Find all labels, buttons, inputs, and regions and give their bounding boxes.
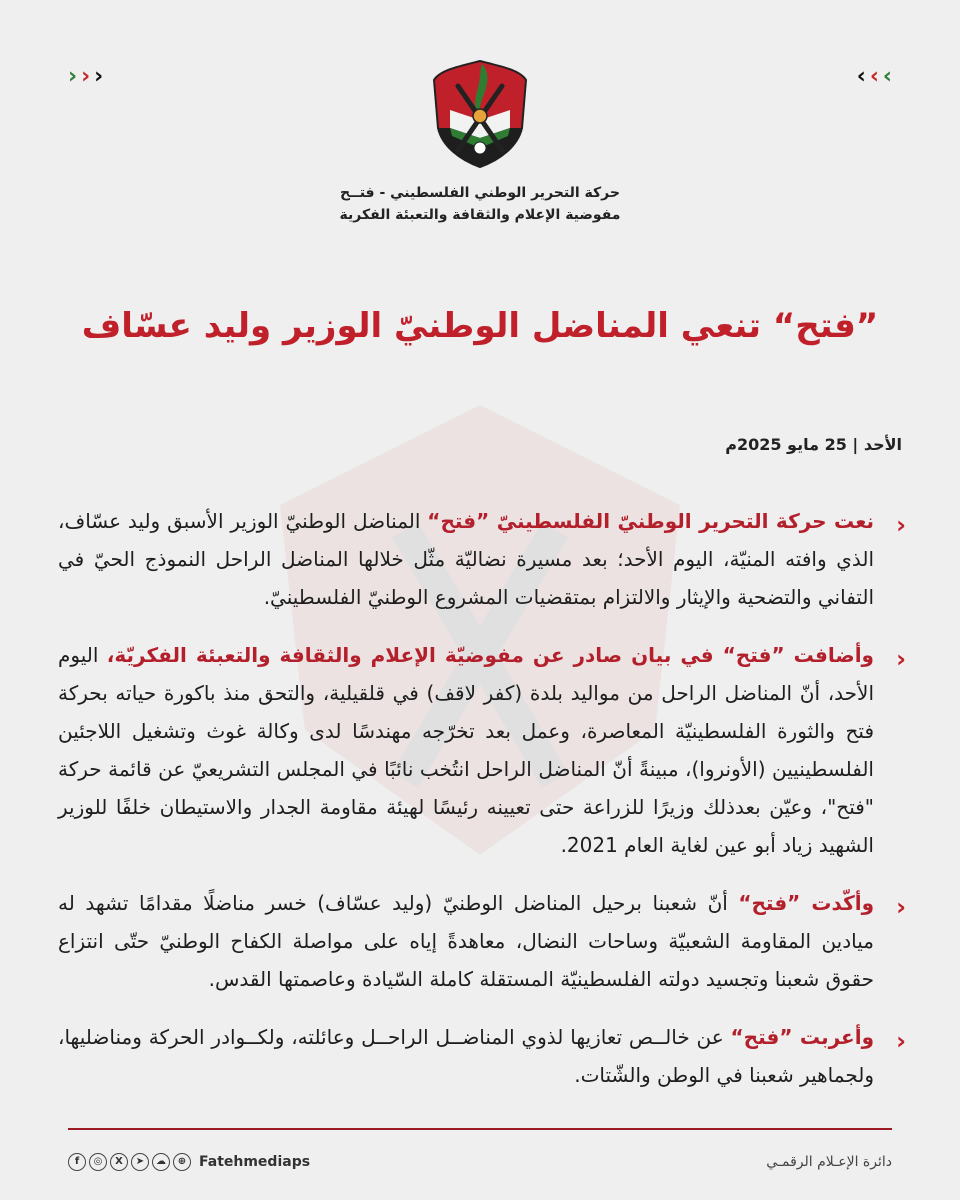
paragraph-text: أنّ شعبنا برحيل المناضل الوطنيّ (وليد عسّاف) خسر مناضلًا مقدامًا تشهد له ميادين المقاومة الشعبيّة وساحات النضال، معاهدةً إياه على مواصلة الكفاح الوطنيّ حتّى انتزاع حقوق شعبنا وتجسيد دولته الفلسطينيّة المستقلة كاملة السّيادة وعاصمتها القدس. xyxy=(58,891,874,991)
paragraph xyxy=(58,636,906,864)
page-title: ”فتح“ تنعي المناضل الوطنيّ الوزير وليد عسّاف xyxy=(81,306,879,346)
org-line-2: مفوضية الإعلام والثقافة والتعبئة الفكرية xyxy=(339,207,621,223)
paragraph xyxy=(58,1018,906,1094)
social-handle[interactable]: Fatehmediaps xyxy=(199,1154,311,1170)
bullet-chevron-icon: ‹ xyxy=(896,893,906,921)
paragraph xyxy=(58,884,906,998)
paragraph-text: اليوم الأحد، أنّ المناضل الراحل من مواليد بلدة (كفر لاقف) في قلقيلية، والتحق منذ باكورة حياته بحركة فتح والثورة الفلسطينيّة المعاصرة، وعمل بعد تخرّجه مهندسًا لدى وكالة غوث وتشغيل اللاجئين الفلسطينيين (الأونروا)، مبينةً أنّ المناضل الراحل انتُخب نائبًا في المجلس التشريعيّ عن قائمة حركة "فتح"، وعيّن بعدذلك وزيرًا للزراعة حتى تعيينه رئيسًا لهيئة مقاومة الجدار والاستيطان خلفًا للوزير الشهيد زياد أبو عين لغاية العام 2021. xyxy=(58,643,874,857)
organization-name xyxy=(0,182,960,226)
org-line-1: حركة التحرير الوطني الفلسطيني - فتــح xyxy=(340,185,620,201)
telegram-icon[interactable]: ➤ xyxy=(131,1153,149,1171)
chevron-right-icon: › xyxy=(68,64,78,89)
chevron-left-icon: ‹ xyxy=(869,64,879,89)
x-icon[interactable]: X xyxy=(110,1153,128,1171)
chevron-right-icon: › xyxy=(81,64,91,89)
department-name: دائرة الإعـلام الرقمـي xyxy=(766,1154,892,1170)
paragraph-lead: وأضافت ”فتح“ في بيان صادر عن مفوضيّة الإعلام والثقافة والتعبئة الفكريّة، xyxy=(106,643,874,667)
paragraph xyxy=(58,502,906,616)
decorative-chevrons-right xyxy=(857,66,892,88)
bullet-chevron-icon: ‹ xyxy=(896,645,906,673)
bullet-chevron-icon: ‹ xyxy=(896,1027,906,1055)
facebook-icon[interactable]: f xyxy=(68,1153,86,1171)
paragraph-lead: وأعربت ”فتح“ xyxy=(730,1025,875,1049)
paragraph-text: المناضل الوطنيّ الوزير الأسبق وليد عسّاف، الذي وافته المنيّة، اليوم الأحد؛ بعد مسيرة نضاليّة مثّل خلالها المناضل الراحل النموذج الحيّ في التفاني والتضحية والإيثار والالتزام بمتقضيات المشروع الوطنيّ الفلسطينيّ. xyxy=(58,509,874,609)
chevron-right-icon: › xyxy=(94,64,104,89)
fatah-emblem-logo xyxy=(430,58,530,170)
social-links xyxy=(68,1153,310,1171)
decorative-chevrons-left xyxy=(68,66,103,88)
chevron-left-icon: ‹ xyxy=(856,64,866,89)
statement-body xyxy=(58,482,906,1108)
instagram-icon[interactable]: ◎ xyxy=(89,1153,107,1171)
bullet-chevron-icon: ‹ xyxy=(896,511,906,539)
soundcloud-icon[interactable]: ☁ xyxy=(152,1153,170,1171)
web-icon[interactable]: ⊕ xyxy=(173,1153,191,1171)
date-line: الأحد | 25 مايو 2025م xyxy=(725,435,902,454)
paragraph-lead: وأكّدت ”فتح“ xyxy=(738,891,874,915)
footer-divider xyxy=(68,1128,892,1130)
chevron-left-icon: ‹ xyxy=(882,64,892,89)
paragraph-text: عن خالــص تعازيها لذوي المناضــل الراحــل وعائلته، ولكــوادر الحركة ومناضليها، ولجماهير شعبنا في الوطن والشّتات. xyxy=(58,1025,874,1087)
paragraph-lead: نعت حركة التحرير الوطنيّ الفلسطينيّ ”فتح“ xyxy=(427,509,874,533)
